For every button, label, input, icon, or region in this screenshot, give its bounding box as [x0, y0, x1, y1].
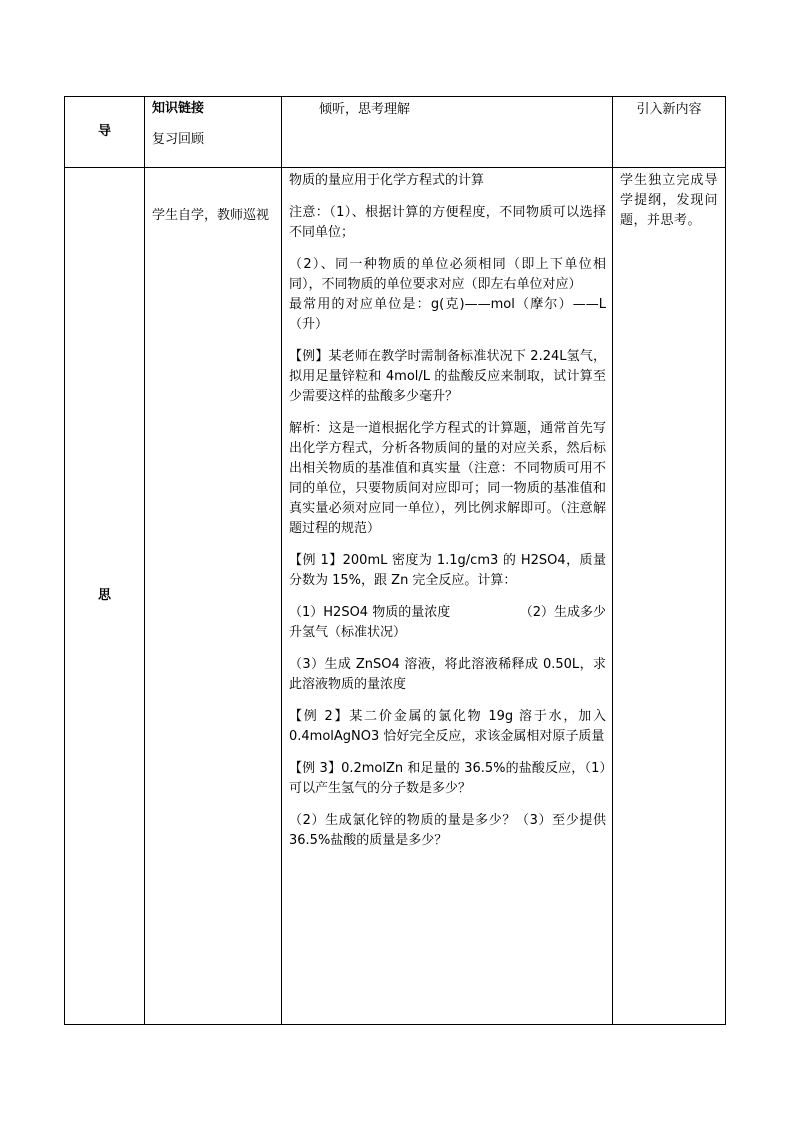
stage-cell-si: 思 [65, 168, 145, 1025]
ex1-question-2b: 升氢气（标准状况） [289, 625, 407, 640]
intro-new-content-text: 引入新内容 [636, 102, 702, 117]
knowledge-link-title: 知识链接 [152, 101, 205, 116]
listen-think-text: 倾听，思考理解 [319, 102, 411, 117]
ex1-question-2a: （2）生成多少 [519, 605, 606, 620]
example-1: 【例 1】200mL 密度为 1.1g/cm3 的 H2SO4，质量分数为 15%，跟 Zn 完全反应。计算： [289, 553, 606, 588]
activity-cell-si [145, 168, 282, 1025]
ex1-question-1: （1）H2SO4 物质的量浓度 [289, 605, 451, 620]
stage-cell-dao: 导 [65, 97, 145, 168]
lesson-plan-table [64, 96, 726, 1025]
row-si [65, 168, 726, 1025]
example-1-questions [289, 603, 606, 643]
purpose-cell-dao [613, 97, 726, 168]
example-2: 【例 2】某二价金属的氯化物 19g 溶于水，加入 0.4molAgNO3 恰好完全反应，求该金属相对原子质量 [289, 709, 606, 744]
row-dao [65, 97, 726, 168]
content-cell-si [282, 168, 613, 1025]
section-heading: 物质的量应用于化学方程式的计算 [289, 173, 485, 188]
student-task-text: 学生独立完成导学提纲，发现问题，并思考。 [620, 173, 718, 228]
review-label: 复习回顾 [152, 132, 205, 147]
example-0: 【例】某老师在教学时需制备标准状况下 2.24L氢气，拟用足量锌粒和 4mol/L 的盐酸反应来制取，试计算至少需要这样的盐酸多少毫升？ [289, 349, 606, 404]
content-cell-dao [282, 97, 613, 168]
self-study-text: 学生自学，教师巡视 [152, 208, 270, 223]
analysis-text: 解析：这是一道根据化学方程式的计算题，通常首先写出化学方程式，分析各物质间的量的对应关系，然后标出相关物质的基准值和真实量（注意：不同物质可用不同的单位，只要物质间对应即可；同一物质的基准值和真实量必须对应同一单位），列比例求解即可。（注意解题过程的规范） [289, 421, 606, 536]
note-2: （2）、同一种物质的单位必须相同（即上下单位相同），不同物质的单位要求对应（即左右单位对应） [289, 257, 606, 292]
ex1-question-3: （3）生成 ZnSO4 溶液，将此溶液稀释成 0.50L，求此溶液物质的量浓度 [289, 657, 606, 692]
example-3-more: （2）生成氯化锌的物质的量是多少？（3）至少提供 36.5%盐酸的质量是多少？ [289, 813, 606, 848]
purpose-cell-si [613, 168, 726, 1025]
note-1: 注意：（1）、根据计算的方便程度，不同物质可以选择不同单位； [289, 205, 606, 240]
activity-cell-dao [145, 97, 282, 168]
note-3: 最常用的对应单位是：g(克)——mol（摩尔）——L（升） [289, 297, 606, 332]
example-3: 【例 3】0.2molZn 和足量的 36.5%的盐酸反应，（1）可以产生氢气的分子数是多少？ [289, 761, 606, 796]
